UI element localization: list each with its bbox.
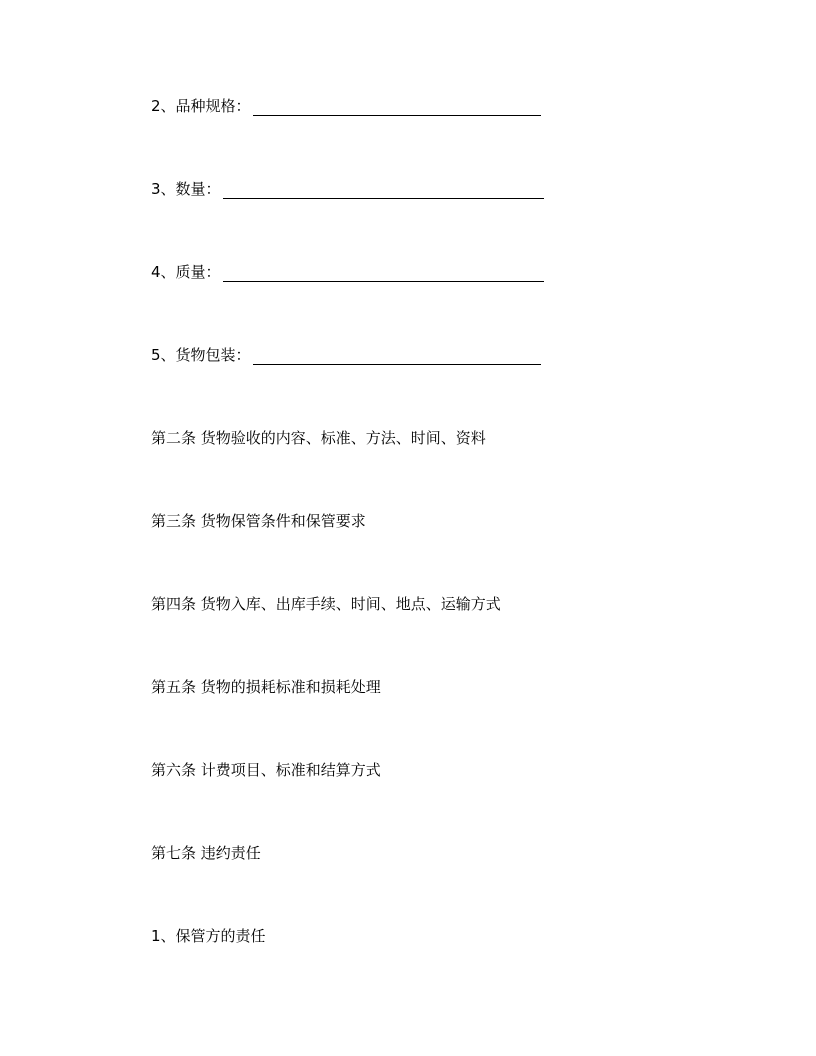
article-7: 第七条 违约责任 (151, 844, 261, 862)
article-2: 第二条 货物验收的内容、标准、方法、时间、资料 (151, 429, 486, 447)
fill-in-blank (223, 265, 544, 282)
field-label: 4、质量： (151, 263, 221, 281)
field-quality (151, 262, 544, 282)
article-3: 第三条 货物保管条件和保管要求 (151, 512, 366, 530)
field-label: 3、数量： (151, 180, 221, 198)
article-6: 第六条 计费项目、标准和结算方式 (151, 761, 381, 779)
article-4: 第四条 货物入库、出库手续、时间、地点、运输方式 (151, 595, 501, 613)
field-quantity (151, 179, 544, 199)
fill-in-blank (253, 348, 541, 365)
subitem-keeper-responsibility: 1、保管方的责任 (151, 927, 266, 945)
article-5: 第五条 货物的损耗标准和损耗处理 (151, 678, 381, 696)
fill-in-blank (223, 182, 544, 199)
fill-in-blank (253, 99, 541, 116)
field-packaging (151, 345, 541, 365)
field-label: 5、货物包装： (151, 346, 251, 364)
field-variety-spec (151, 96, 541, 116)
field-label: 2、品种规格： (151, 97, 251, 115)
